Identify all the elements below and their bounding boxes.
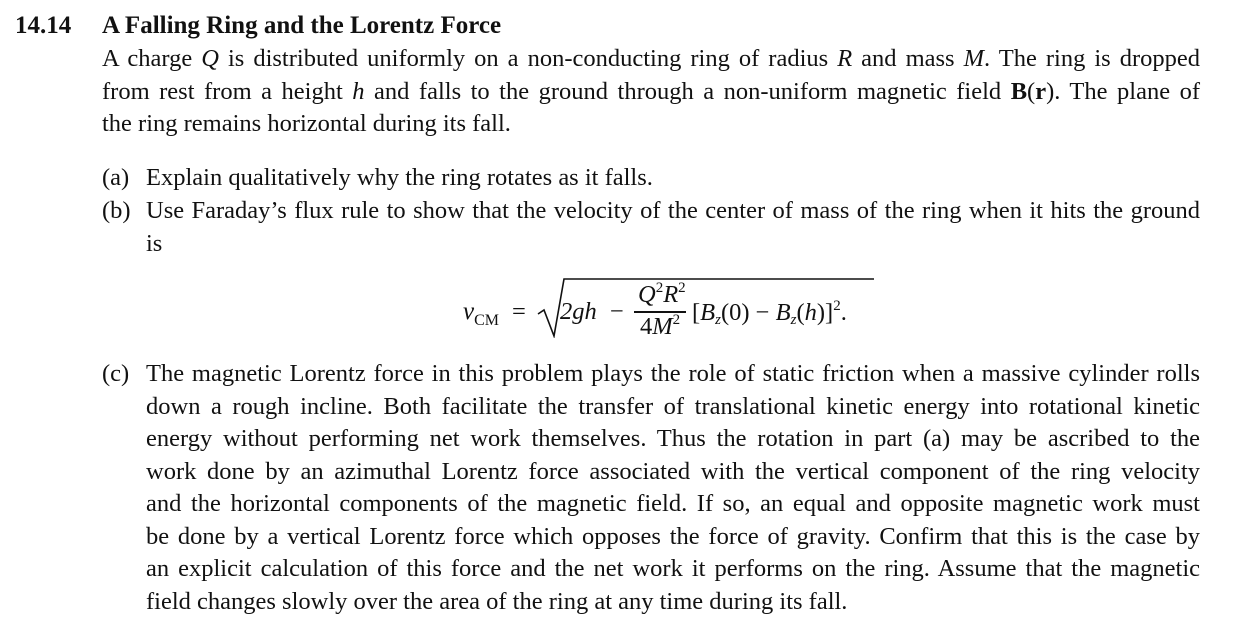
problem-title: A Falling Ring and the Lorentz Force (102, 12, 502, 39)
part-line: be done by a vertical Lorentz force which opposes the force of gravity. Confirm that this is the case by (146, 522, 1200, 550)
equation-minus: − (610, 298, 624, 325)
velocity-equation (460, 276, 900, 346)
part-label: (a) (102, 164, 130, 191)
part-line: Explain qualitatively why the ring rotates as it falls. (146, 164, 653, 191)
part-line: work done by an azimuthal Lorentz force associated with the vertical component of the ring velocity (146, 457, 1200, 485)
fraction-numerator: $Q^2R^2$ (638, 280, 686, 308)
intro-line: A charge Q is distributed uniformly on a non-conducting ring of radius R and mass M. The ring is dropped (102, 45, 1200, 72)
intro-line: the ring remains horizontal during its fall. (102, 110, 511, 137)
fraction-denominator: $4M^2$ (640, 312, 681, 340)
part-body (146, 162, 1200, 195)
problem-intro (102, 43, 1200, 141)
part-line: down a rough incline. Both facilitate the transfer of translational kinetic energy into rotational kinetic (146, 392, 1200, 420)
part-label: (c) (102, 360, 130, 387)
part-line: field changes slowly over the area of the ring at any time during its fall. (146, 587, 848, 615)
equation-lhs: $v_{CM}$ (463, 298, 500, 329)
problem-number: 14.14 (15, 12, 72, 39)
equation-equals: = (512, 298, 526, 325)
part-line: The magnetic Lorentz force in this problem plays the role of static friction when a massive cylinder rolls (146, 360, 1200, 387)
intro-line: from rest from a height h and falls to the ground through a non-uniform magnetic field B(r). The plane of (102, 77, 1200, 105)
part-line: an explicit calculation of this force and the net work it performs on the ring. Assume that the magnetic (146, 555, 1200, 582)
part-line: is (146, 229, 163, 257)
equation-bracket: $[B_z(0) - B_z(h)]^2$. (692, 298, 847, 328)
part-line: Use Faraday’s flux rule to show that the velocity of the center of mass of the ring when it hits the ground (146, 197, 1200, 224)
part-body (146, 195, 1200, 260)
part-line: and the horizontal components of the magnetic field. If so, an equal and opposite magnetic work must (146, 490, 1200, 517)
equation-term1: 2gh (560, 298, 597, 325)
part-body (146, 358, 1200, 618)
part-line: energy without performing net work themselves. Thus the rotation in part (a) may be ascribed to the (146, 425, 1200, 452)
part-label: (b) (102, 197, 131, 224)
